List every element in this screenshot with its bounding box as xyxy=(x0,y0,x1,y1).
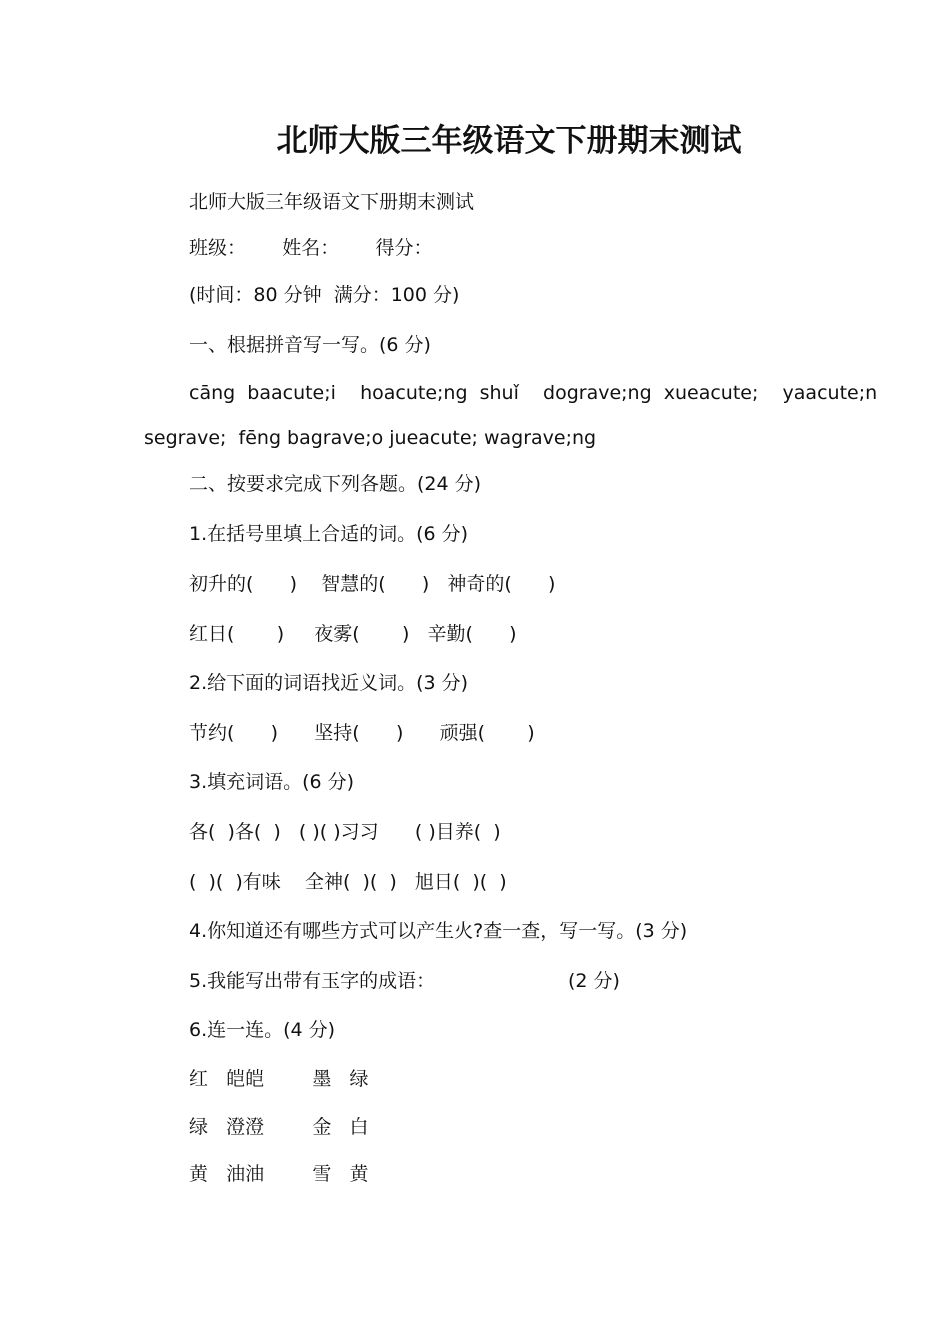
question-1-row-1: 初升的( ) 智慧的( ) 神奇的( ) xyxy=(189,573,556,595)
question-3-row-2: ( )( )有味 全神( )( ) 旭日( )( ) xyxy=(189,871,507,893)
student-info-line: 班级： 姓名： 得分： xyxy=(189,237,433,259)
question-4-heading: 4.你知道还有哪些方式可以产生火?查一查，写一写。(3 分) xyxy=(189,920,688,942)
question-1-heading: 1.在括号里填上合适的词。(6 分) xyxy=(189,523,469,545)
question-5-heading: 5.我能写出带有玉字的成语： (2 分) xyxy=(189,970,620,992)
question-3-heading: 3.填充词语。(6 分) xyxy=(189,771,355,793)
pinyin-line-2: segrave; fēng bagrave;o jueacute; wagrave;ng xyxy=(144,427,597,449)
question-6-heading: 6.连一连。(4 分) xyxy=(189,1019,336,1041)
document-title: 北师大版三年级语文下册期末测试 xyxy=(276,123,742,159)
section-two-heading: 二、按要求完成下列各题。(24 分) xyxy=(189,473,482,495)
subtitle-line: 北师大版三年级语文下册期末测试 xyxy=(189,191,475,213)
matching-row-2: 绿 澄澄 金 白 xyxy=(189,1116,369,1138)
question-2-row: 节约( ) 坚持( ) 顽强( ) xyxy=(189,722,535,744)
question-3-row-1: 各( )各( ) ( )( )习习 ( )目养( ) xyxy=(189,821,501,843)
matching-row-3: 黄 油油 雪 黄 xyxy=(189,1163,369,1185)
pinyin-line-1: cāng baacute;i hoacute;ng shuǐ dograve;ng xueacute; yaacute;n xyxy=(189,382,878,404)
matching-row-1: 红 皑皑 墨 绿 xyxy=(189,1068,369,1090)
time-score-line: (时间：80 分钟 满分：100 分) xyxy=(189,284,460,306)
section-one-heading: 一、根据拼音写一写。(6 分) xyxy=(189,334,431,356)
question-2-heading: 2.给下面的词语找近义词。(3 分) xyxy=(189,672,469,694)
question-1-row-2: 红日( ) 夜雾( ) 辛勤( ) xyxy=(189,623,517,645)
